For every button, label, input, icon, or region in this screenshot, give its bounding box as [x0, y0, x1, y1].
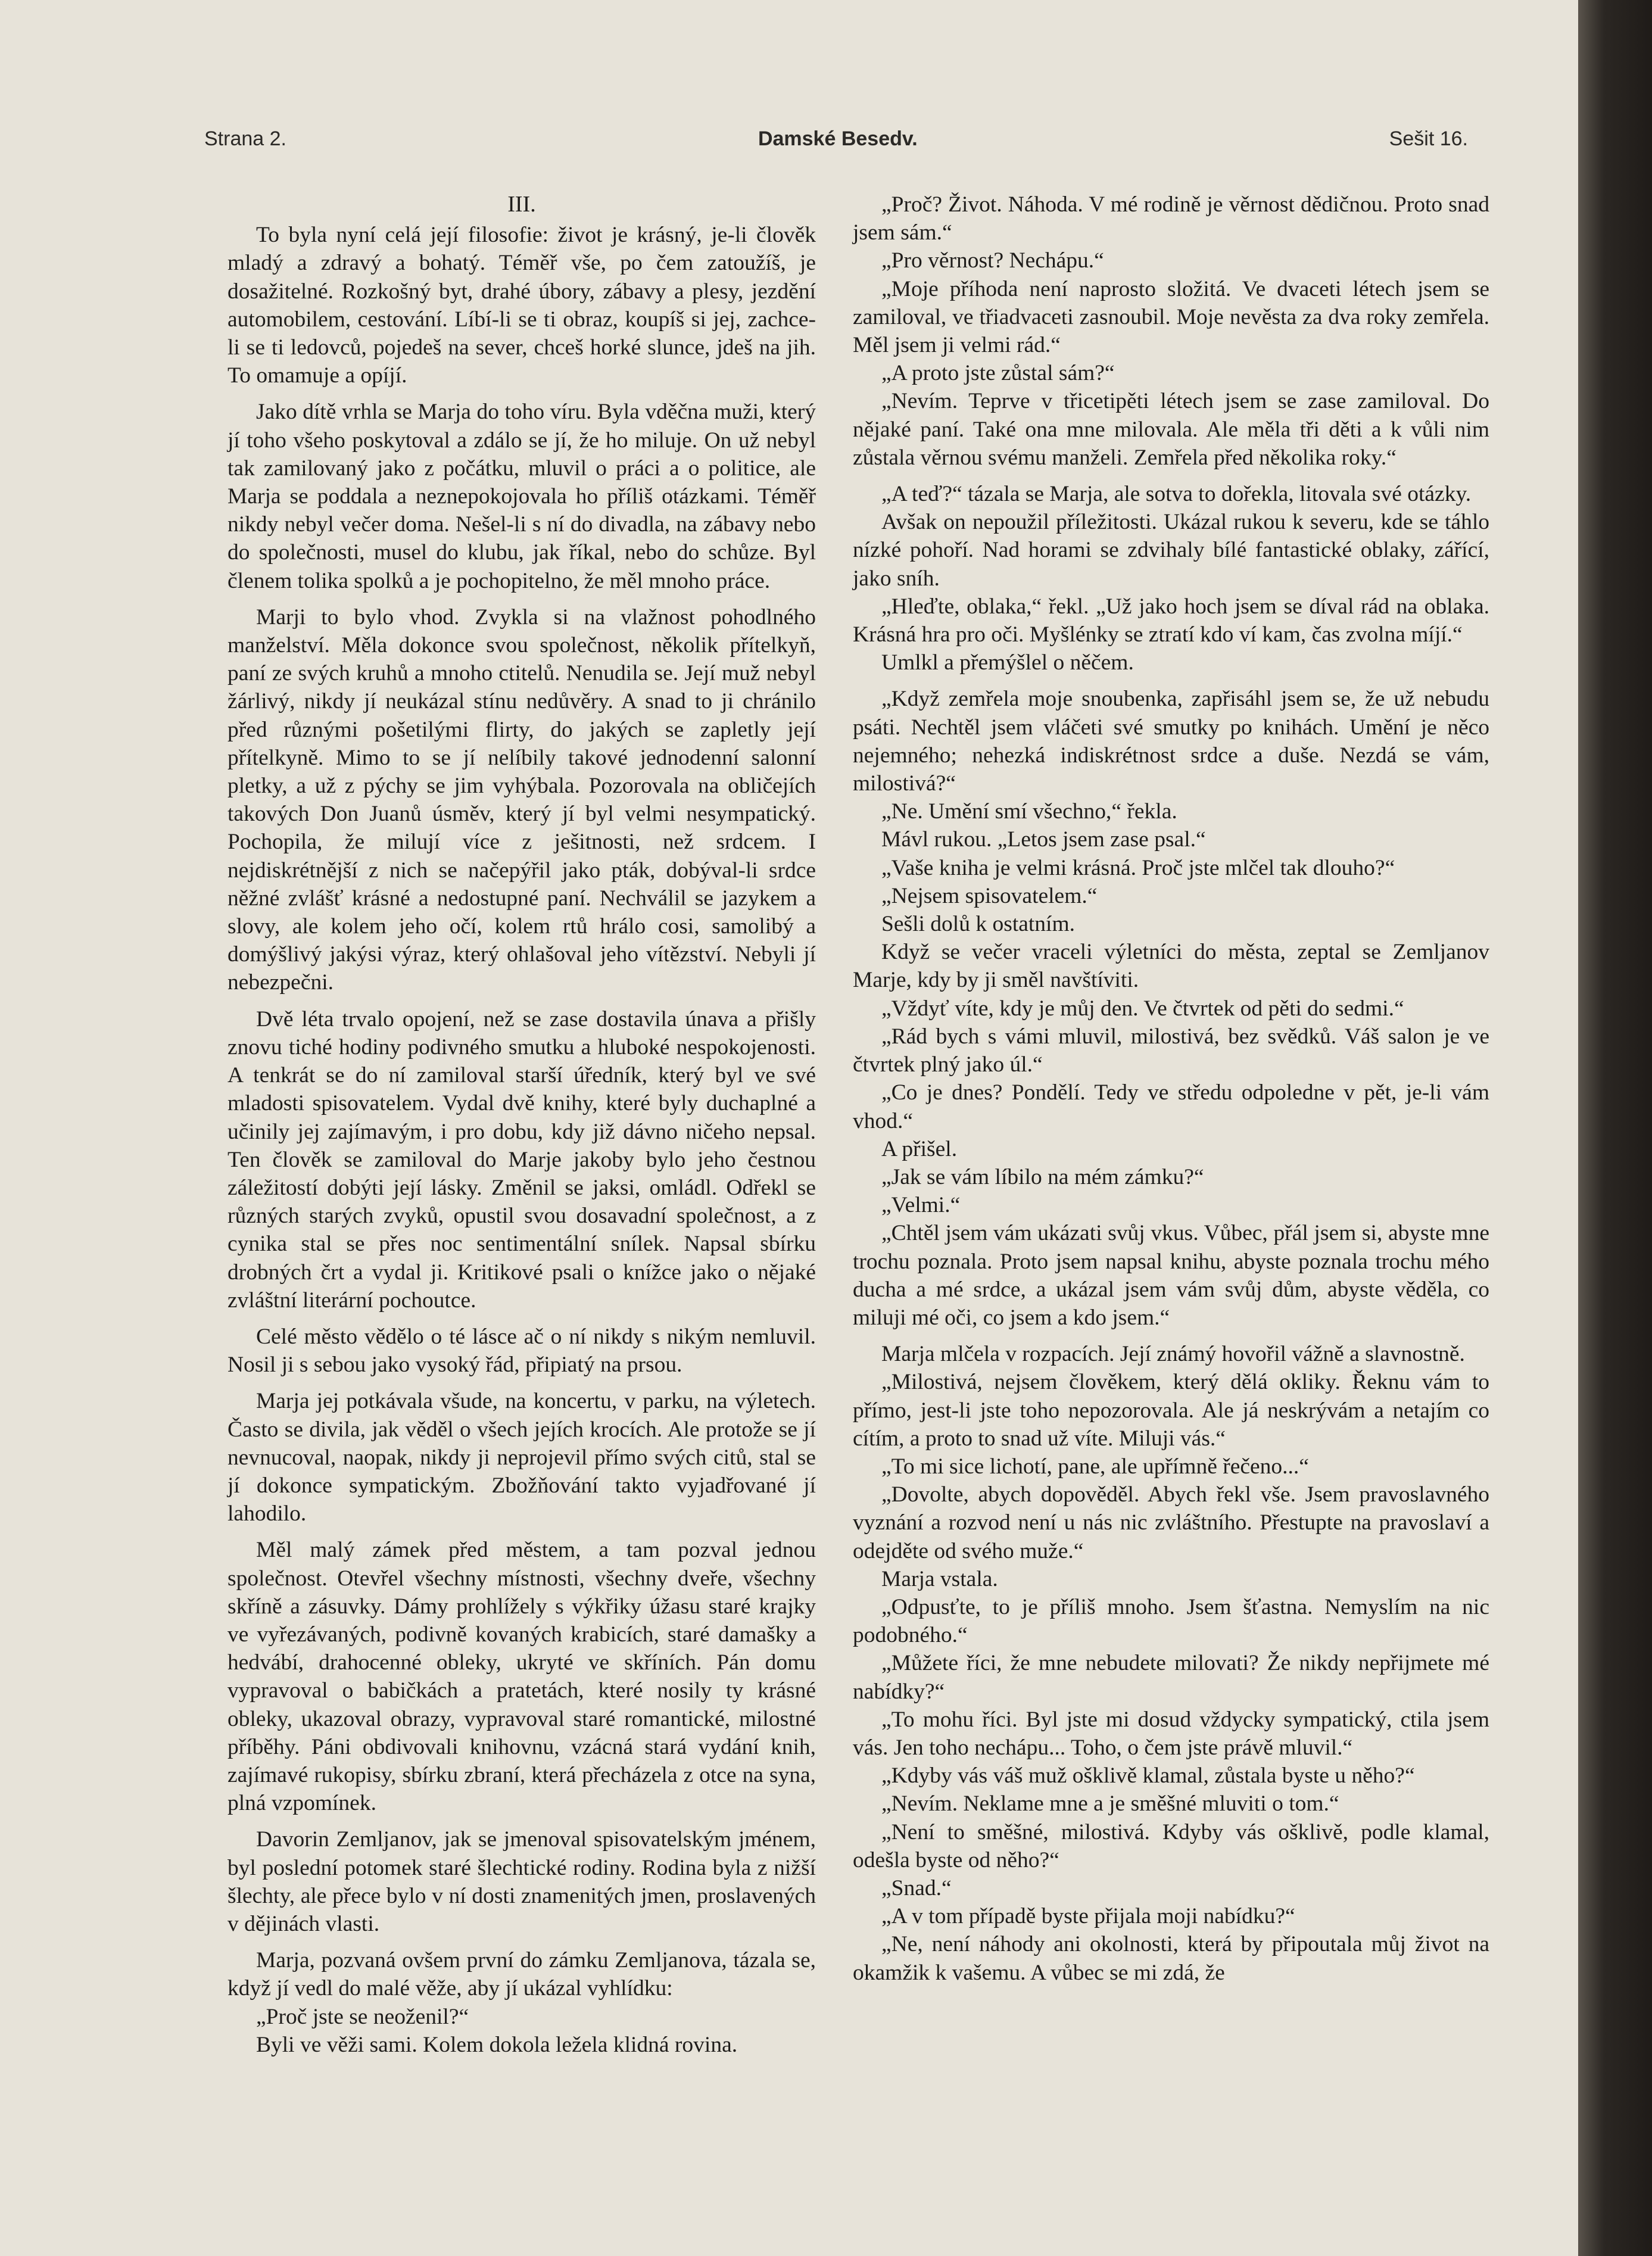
dialogue-line: „Chtěl jsem vám ukázati svůj vkus. Vůbec, přál jsem si, abyste mne trochu poznala. Proto jsem napsal knihu, abyste poznala trochu mého ducha a mé srdce, a ukázal jsem vám svůj dům, abyste věděla, co miluji mé oči, co jsem a kdo jsem.“	[853, 1221, 1489, 1330]
dialogue-line: „Není to směšné, milostivá. Kdyby vás ošklivě, podle klamal, odešla byste od něho?“	[853, 1819, 1489, 1872]
dialogue-line: „Proč? Život. Náhoda. V mé rodině je věrnost dědičnou. Proto snad jsem sám.“	[853, 192, 1489, 245]
dialogue-line: „Vždyť víte, kdy je můj den. Ve čtvrtek od pěti do sedmi.“	[881, 996, 1404, 1021]
dialogue-line: „Moje příhoda není naprosto složitá. Ve dvaceti létech jsem se zamiloval, ve třiadvaceti zasnoubil. Moje nevěsta za dva roky zemřela. Měl jsem ji velmi rád.“	[853, 276, 1489, 358]
paragraph: Marji to bylo vhod. Zvykla si na vlažnost pohodlného manželství. Měla dokonce svou společnost, několik přítelkyň, paní ze svých kruhů a mnoho ctitelů. Nenudila se. Její muž nebyl žárlivý, nikdy jí neukázal stínu nedůvěry. A snad to ji chránilo před různými pošetilými flirty, do jakých se zapletly její přítelkyně. Mimo to se jí nelíbily takové jednodenní salonní pletky, a už z pýchy se jim vyhýbala. Pozorovala na obličejích takových Don Juanů úsměv, který jí byl velmi nesympatický. Pochopila, že milují více z ješitnosti, než srdcem. I nejdiskrétnější z nich se načepýřil jako pták, dobýval-li srdce něžné zvlášť krásné a nedostupné paní. Nechválil se jazykem a slovy, ale kolem jeho očí, kolem rtů hrálo cosi, samolibý a domýšlivý jakýsi výraz, který ohlašoval jeho vítězství. Nebyli jí nebezpečni.	[227, 604, 816, 995]
dialogue-line: „Snad.“	[881, 1875, 952, 1900]
book-binding-gutter	[1578, 0, 1652, 2256]
dialogue-line: „Jak se vám líbilo na mém zámku?“	[881, 1164, 1204, 1189]
paragraph: Marja mlčela v rozpacích. Její známý hovořil vážně a slavnostně.	[881, 1342, 1465, 1367]
paragraph: Marja jej potkávala všude, na koncertu, v parku, na výletech. Často se divila, jak věděl o všech jejích krocích. Ale protože se jí nevnucoval, naopak, nikdy ji neprojevil přímo svých citů, stal se jí dokonce sympatickým. Zbožňování takto vyjadřované jí lahodilo.	[227, 1389, 816, 1526]
dialogue-line: „Odpusťte, to je příliš mnoho. Jsem šťastna. Nemyslím na nic podobného.“	[853, 1594, 1489, 1648]
dialogue-line: „A v tom případě byste přijala moji nabídku?“	[881, 1904, 1295, 1929]
paragraph: Avšak on nepoužil příležitosti. Ukázal rukou k severu, kde se táhlo nízké pohoří. Nad horami se zdvihaly bílé fantastické oblaky, zářící, jako sníh.	[853, 510, 1489, 591]
dialogue-line: „A proto jste zůstal sám?“	[881, 361, 1115, 386]
paragraph: Měl malý zámek před městem, a tam pozval jednou společnost. Otevřel všechny místnosti, všechny dveře, všechny skříně a zásuvky. Dámy prohlížely s výkřiky úžasu staré krajky ve vyřezávaných, podivně kovaných krabicích, staré damašky a hedvábí, drahocenné obleky, ukryté ve skříních. Pán domu vypravoval o babičkách a pratetách, které nosily ty krásné obleky, ukazoval obrazy, vypravoval staré romantické, milostné příběhy. Páni obdivovali knihovnu, vzácná stará vydání knih, zajímavé rukopisy, sbírku zbraní, která přecházela z otce na syna, plná vzpomínek.	[227, 1538, 816, 1816]
running-header	[204, 127, 1468, 151]
dialogue-line: „Když zemřela moje snoubenka, zapřisáhl jsem se, že už nebudu psáti. Nechtěl jsem vláčeti své smutky po knihách. Umění je něco nejemného; nehezká indiskrétnost srdce a duše. Nezdá se vám, milostivá?“	[853, 687, 1489, 796]
dialogue-line: „Vaše kniha je velmi krásná. Proč jste mlčel tak dlouho?“	[881, 855, 1395, 880]
paragraph: Když se večer vraceli výletníci do města, zeptal se Zemljanov Marje, kdy by ji směl navštíviti.	[853, 940, 1489, 993]
dialogue-line: „Můžete říci, že mne nebudete milovati? Že nikdy nepřijmete mé nabídky?“	[853, 1651, 1489, 1704]
dialogue-line: „Co je dnes? Pondělí. Tedy ve středu odpoledne v pět, je-li vám vhod.“	[853, 1080, 1489, 1133]
dialogue-line: „A teď?“ tázala se Marja, ale sotva to dořekla, litovala své otázky.	[881, 482, 1472, 507]
paragraph: Marja vstala.	[881, 1566, 998, 1591]
paragraph: Marja, pozvaná ovšem první do zámku Zemljanova, tázala se, když jí vedl do malé věže, aby jí ukázal vyhlídku:	[227, 1948, 816, 2001]
page-number: Strana 2.	[204, 127, 286, 150]
paragraph: To byla nyní celá její filosofie: život je krásný, je-li člověk mladý a zdravý a bohatý. Téměř vše, po čem zatoužíš, je dosažitelné. Rozkošný byt, drahé úbory, zábavy a plesy, jezdění automobilem, cestování. Líbí-li se ti obraz, koupíš si jej, zachce-li se ti ledovců, pojedeš na sever, chceš horké slunce, jdeš na jih. To omamuje a opíjí.	[227, 223, 816, 388]
dialogue-line: „Milostivá, nejsem člověkem, který dělá okliky. Řeknu vám to přímo, jest-li jste toho nepozorovala. Ale já neskrývám a netajím co cítím, a proto to snad už víte. Miluji vás.“	[853, 1370, 1489, 1451]
dialogue-line: „Nevím. Neklame mne a je směšné mluviti o tom.“	[881, 1791, 1339, 1816]
issue-number: Sešit 16.	[1389, 127, 1468, 150]
left-column	[227, 191, 816, 2059]
paragraph: Celé město vědělo o té lásce ač o ní nikdy s nikým nemluvil. Nosil ji s sebou jako vysoký řád, připiatý na prsou.	[227, 1324, 816, 1378]
dialogue-line: „To mi sice lichotí, pane, ale upřímně řečeno...“	[881, 1454, 1309, 1479]
magazine-title: Damské Besedv.	[758, 127, 918, 150]
dialogue-line: „Rád bych s vámi mluvil, milostivá, bez svědků. Váš salon je ve čtvrtek plný jako úl.“	[853, 1024, 1489, 1077]
paragraph: A přišel.	[881, 1136, 958, 1161]
paragraph: Mávl rukou. „Letos jsem zase psal.“	[881, 827, 1206, 852]
chapter-heading: III.	[507, 192, 536, 217]
dialogue-line: „Ne, není náhody ani okolnosti, která by připoutala můj život na okamžik k vašemu. A vůbec se mi zdá, že	[853, 1932, 1489, 1985]
paragraph: Byli ve věži sami. Kolem dokola ležela klidná rovina.	[256, 2032, 738, 2057]
dialogue-line: „Kdyby vás váš muž ošklivě klamal, zůstala byste u něho?“	[881, 1763, 1415, 1788]
right-column	[853, 191, 1489, 1987]
dialogue-line: „Nevím. Teprve v třicetipěti létech jsem se zase zamiloval. Do nějaké paní. Také ona mne milovala. Ale měla tři děti a k vůli nim zůstala věrnou svému manželi. Zemřela před několika roky.“	[853, 389, 1489, 470]
paragraph: Dvě léta trvalo opojení, než se zase dostavila únava a přišly znovu tiché hodiny podivného smutku a hluboké nespokojenosti. A tenkrát se do ní zamiloval starší úředník, který byl ve své mladosti spisovatelem. Vydal dvě knihy, které byly duchaplné a učinily jej zajímavým, i pro dobu, kdy již dávno ničeho nepsal. Ten člověk se zamiloval do Marje jakoby bylo jeho čestnou záležitostí dobýti její lásky. Změnil se jaksi, omládl. Odřekl se různých starých zvyků, opustil svou dosavadní společnost, a z cynika stal se přes noc sentimentální snílek. Napsal sbírku drobných črt a vydal ji. Kritikové psali o knížce jako o nějaké zvláštní literární pochoutce.	[227, 1007, 816, 1313]
paragraph: Davorin Zemljanov, jak se jmenoval spisovatelským jménem, byl poslední potomek staré šlechtické rodiny. Rodina byla z nižší šlechty, ale přece bylo v ní dosti znamenitých jmen, proslavených v dějinách vlasti.	[227, 1827, 816, 1936]
dialogue-line: „Proč jste se neoženil?“	[256, 2004, 469, 2029]
paragraph: Umlkl a přemýšlel o něčem.	[881, 650, 1134, 675]
dialogue-line: „Ne. Umění smí všechno,“ řekla.	[881, 799, 1177, 824]
dialogue-line: „To mohu říci. Byl jste mi dosud vždycky sympatický, ctila jsem vás. Jen toho nechápu... Toho, o čem jste právě mluvil.“	[853, 1707, 1489, 1760]
dialogue-line: „Dovolte, abych dopověděl. Abych řekl vše. Jsem pravoslavného vyznání a rozvod není u nás nic zvláštního. Přestupte na pravoslaví a odejděte od svého muže.“	[853, 1482, 1489, 1563]
paragraph: Jako dítě vrhla se Marja do toho víru. Byla vděčna muži, který jí toho všeho poskytoval a zdálo se jí, že ho miluje. On už nebyl tak zamilovaný jako z počátku, mluvil o práci a o politice, ale Marja se poddala a neznepokojovala ho příliš otázkami. Téměř nikdy nebyl večer doma. Nešel-li s ní do divadla, na zábavy nebo do společnosti, musel do klubu, jak říkal, nebo do schůze. Byl členem tolika spolků a je pochopitelno, že měl mnoho práce.	[227, 400, 816, 593]
dialogue-line: „Velmi.“	[881, 1193, 961, 1218]
paragraph: Sešli dolů k ostatním.	[881, 912, 1076, 937]
dialogue-line: „Nejsem spisovatelem.“	[881, 883, 1098, 908]
dialogue-line: „Pro věrnost? Nechápu.“	[881, 248, 1104, 273]
dialogue-line: „Hleďte, oblaka,“ řekl. „Už jako hoch jsem se díval rád na oblaka. Krásná hra pro oči. Myšlénky se ztratí kdo ví kam, čas zvolna míjí.“	[853, 594, 1489, 647]
